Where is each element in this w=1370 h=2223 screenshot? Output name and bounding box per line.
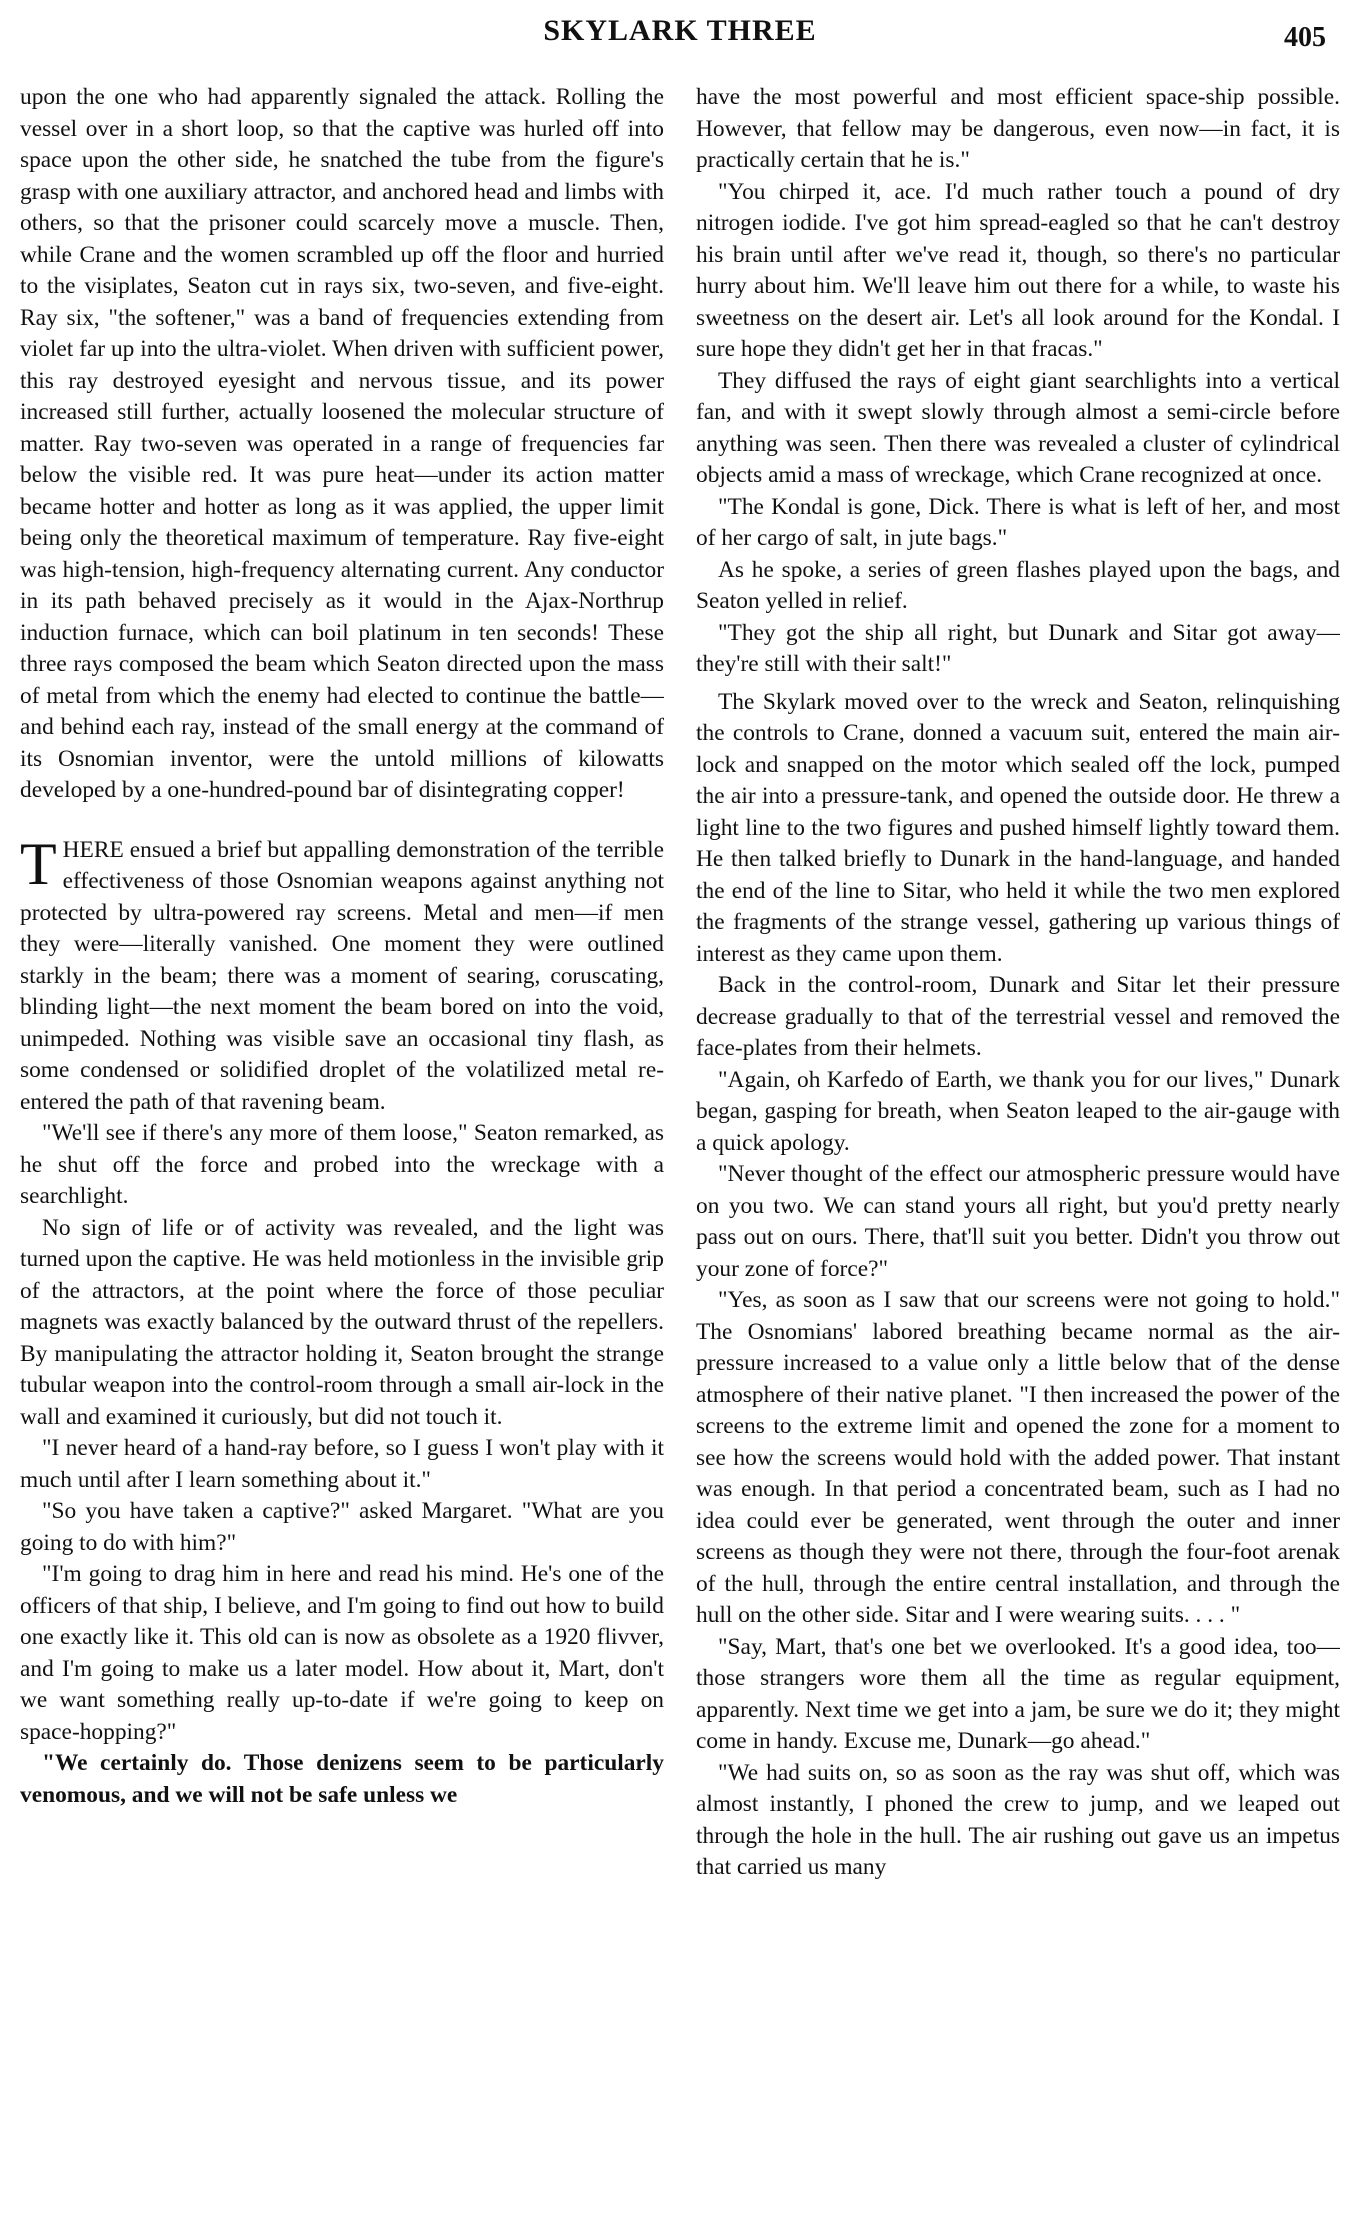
left-column: [20, 82, 664, 2209]
paragraph: "Yes, as soon as I saw that our screens were not going to hold." The Osnomians' labored breathing became normal as the air-pressure increased to a value only a little below that of the dense atmosphere of their native planet. "I then increased the power of the screens to the extreme limit and opened the zone for a moment to see how the screens would hold with the added power. That instant was enough. In that period a concentrated beam, such as I had no idea could ever be generated, went through the outer and inner screens as though they were not there, through the four-foot arenak of the hull, through the entire central installation, and through the hull on the other side. Sitar and I were wearing suits. . . . ": [696, 1287, 1340, 1628]
page-header: [20, 0, 1340, 78]
paragraph: "I'm going to drag him in here and read his mind. He's one of the officers of that ship, I believe, and I'm going to find out how to build one exactly like it. This old can is now as obsolete as a 1920 flivver, and I'm going to make us a later model. How about it, Mart, don't we want something really up-to-date if we're going to keep on space-hopping?": [20, 1561, 664, 1745]
right-column: [696, 82, 1340, 2209]
paragraph: "We certainly do. Those denizens seem to be particularly venomous, and we will not be safe unless we: [20, 1750, 664, 1808]
paragraph: upon the one who had apparently signaled the attack. Rolling the vessel over in a short loop, so that the captive was hurled off into space upon the other side, he snatched the tube from the figure's grasp with one auxiliary attractor, and anchored head and limbs with others, so that the prisoner could scarcely move a muscle. Then, while Crane and the women scrambled up off the floor and hurried to the visiplates, Seaton cut in rays six, two-seven, and five-eight. Ray six, "the softener," was a band of frequencies extending from violet far up into the ultra-violet. When driven with sufficient power, this ray destroyed eyesight and nervous tissue, and its power increased still further, actually loosened the molecular structure of matter. Ray two-seven was operated in a range of frequencies far below the visible red. It was pure heat—under its action matter became hotter and hotter as long as it was applied, the upper limit being only the theoretical maximum of temperature. Ray five-eight was high-tension, high-frequency alternating current. Any conductor in its path behaved precisely as it would in the Ajax-Northrup induction furnace, which can boil platinum in ten seconds! These three rays composed the beam which Seaton directed upon the mass of metal from which the enemy had elected to continue the battle—and behind each ray, instead of the small energy at the command of its Osnomian inventor, were the untold millions of kilowatts developed by a one-hundred-pound bar of disintegrating copper!: [20, 84, 664, 803]
paragraph: "I never heard of a hand-ray before, so I guess I won't play with it much until after I learn something about it.": [20, 1435, 664, 1493]
paragraph: "The Kondal is gone, Dick. There is what is left of her, and most of her cargo of salt, in jute bags.": [696, 493, 1340, 551]
paragraph: "Again, oh Karfedo of Earth, we thank you for our lives," Dunark began, gasping for breath, when Seaton leaped to the air-gauge with a quick apology.: [696, 1066, 1340, 1156]
section-opening-paragraph: THERE ensued a brief but appalling demonstration of the terrible effectiveness of those Osnomian weapons against anything not protected by ultra-powered ray screens. Metal and men—if men they were—literally vanished. One moment they were outlined starkly in the beam; there was a moment of searing, coruscating, blinding light—the next moment the beam bored on into the void, unimpeded. Nothing was visible save an occasional tiny flash, as some condensed or solidified droplet of the volatilized metal re-entered the path of that ravening beam.: [20, 830, 664, 1115]
paragraph: The Skylark moved over to the wreck and Seaton, relinquishing the controls to Crane, donned a vacuum suit, entered the main air-lock and snapped on the motor which sealed off the lock, pumped the air into a pressure-tank, and opened the outside door. He threw a light line to the two figures and pushed himself lightly toward them. He then talked briefly to Dunark in the hand-language, and handed the end of the line to Sitar, who held it while the two men explored the fragments of the strange vessel, gathering up various things of interest as they came upon them.: [696, 688, 1340, 967]
paragraph: As he spoke, a series of green flashes played upon the bags, and Seaton yelled in relief.: [696, 556, 1340, 614]
paragraph: They diffused the rays of eight giant searchlights into a vertical fan, and with it swept slowly through almost a semi-circle before anything was seen. Then there was revealed a cluster of cylindrical objects amid a mass of wreckage, which Crane recognized at once.: [696, 367, 1340, 488]
running-title: SKYLARK THREE: [543, 14, 817, 47]
paragraph: have the most powerful and most efficient space-ship possible. However, that fellow may be dangerous, even now—in fact, it is practically certain that he is.": [696, 84, 1340, 173]
paragraph: "So you have taken a captive?" asked Margaret. "What are you going to do with him?": [20, 1498, 664, 1556]
paragraph: "We'll see if there's any more of them loose," Seaton remarked, as he shut off the force and probed into the wreckage with a searchlight.: [20, 1120, 664, 1209]
paragraph: "Never thought of the effect our atmospheric pressure would have on you two. We can stand yours all right, but you'd pretty nearly pass out on ours. There, that'll suit you better. Didn't you throw out your zone of force?": [696, 1161, 1340, 1282]
paragraph: "Say, Mart, that's one bet we overlooked. It's a good idea, too—those strangers wore them all the time as regular equipment, apparently. Next time we get into a jam, be sure we do it; they might come in handy. Excuse me, Dunark—go ahead.": [696, 1633, 1340, 1754]
text-columns: [20, 82, 1340, 2209]
paragraph: "You chirped it, ace. I'd much rather touch a pound of dry nitrogen iodide. I've got him spread-eagled so that he can't destroy his brain until after we've read it, though, so there's no particular hurry about him. We'll leave him out there for a while, to waste his sweetness on the desert air. Let's all look around for the Kondal. I sure hope they didn't get her in that fracas.": [696, 178, 1340, 362]
paragraph: Back in the control-room, Dunark and Sitar let their pressure decrease gradually to that of the terrestrial vessel and removed the face-plates from their helmets.: [696, 972, 1340, 1061]
page-number: 405: [1284, 22, 1326, 53]
paragraph: No sign of life or of activity was revealed, and the light was turned upon the captive. He was held motionless in the invisible grip of the attractors, at the point where the force of those peculiar magnets was exactly balanced by the outward thrust of the repellers. By manipulating the attractor holding it, Seaton brought the strange tubular weapon into the control-room through a small air-lock in the wall and examined it curiously, but did not touch it.: [20, 1214, 664, 1430]
paragraph: "We had suits on, so as soon as the ray was shut off, which was almost instantly, I phoned the crew to jump, and we leaped out through the hole in the hull. The air rushing out gave us an impetus that carried us many: [696, 1759, 1340, 1880]
paragraph: "They got the ship all right, but Dunark and Sitar got away—they're still with their salt!": [696, 619, 1340, 677]
